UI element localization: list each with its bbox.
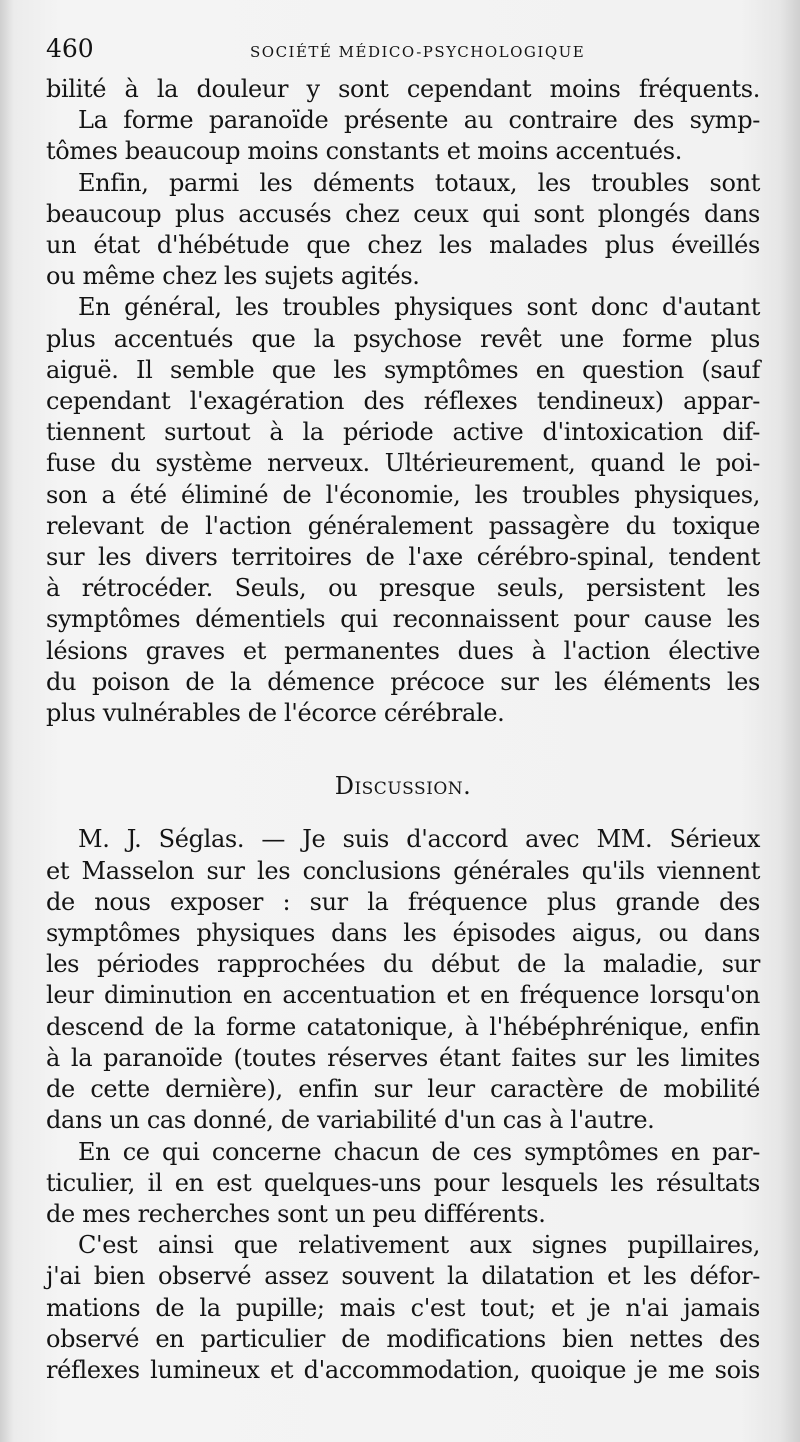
text-line: à la paranoïde (toutes réserves étant faites sur les limites	[46, 1043, 760, 1072]
text-line: beaucoup plus accusés chez ceux qui sont plongés dans	[46, 199, 760, 228]
text-line: La forme paranoïde présente au contraire des symp-	[78, 106, 760, 135]
text-line: les périodes rapprochées du début de la maladie, sur	[46, 950, 760, 979]
text-line: observé en particulier de modifications bien nettes des	[46, 1324, 760, 1353]
page-number: 460	[46, 34, 94, 63]
text-line: bilité à la douleur y sont cependant moins fréquents.	[46, 75, 760, 103]
section-1-text	[46, 74, 760, 729]
text-line: tiennent surtout à la période active d'intoxication dif-	[46, 418, 760, 447]
text-line: dans un cas donné, de variabilité d'un cas à l'autre.	[46, 1106, 655, 1135]
text-line: symptômes physiques dans les épisodes aigus, ou dans	[46, 919, 760, 948]
text-line: son a été éliminé de l'économie, les troubles physiques,	[46, 480, 760, 509]
page-header	[46, 34, 760, 74]
text-line: fuse du système nerveux. Ultérieurement, quand le poi-	[46, 449, 760, 478]
text-line: lésions graves et permanentes dues à l'action élective	[46, 636, 760, 665]
text-line: de nous exposer : sur la fréquence plus grande des	[46, 887, 760, 916]
text-line: ticulier, il en est quelques-uns pour lesquels les résultats	[46, 1168, 760, 1197]
text-line: de mes recherches sont un peu différents.	[46, 1199, 546, 1228]
text-line: un état d'hébétude que chez les malades plus éveillés	[46, 231, 760, 260]
text-line: de cette dernière), enfin sur leur caractère de mobilité	[46, 1075, 760, 1104]
text-line: ou même chez les sujets agités.	[46, 262, 420, 291]
text-line: leur diminution en accentuation et en fréquence lorsqu'on	[46, 981, 760, 1010]
text-line: En ce qui concerne chacun de ces symptômes en par-	[78, 1137, 760, 1166]
running-head: SOCIÉTÉ MÉDICO-PSYCHOLOGIQUE	[250, 43, 586, 61]
discussion-heading: Discussion.	[334, 772, 472, 801]
text-line: du poison de la démence précoce sur les éléments les	[46, 667, 760, 696]
text-line: symptômes démentiels qui reconnaissent pour cause les	[46, 605, 760, 634]
text-line: et Masselon sur les conclusions générales qu'ils viennent	[46, 856, 760, 885]
text-line: cependant l'exagération des réflexes tendineux) appar-	[46, 387, 760, 416]
text-line: descend de la forme catatonique, à l'hébéphrénique, enfin	[46, 1012, 760, 1041]
text-line: tômes beaucoup moins constants et moins accentués.	[46, 137, 682, 166]
text-line: C'est ainsi que relativement aux signes pupillaires,	[78, 1231, 760, 1260]
text-line: j'ai bien observé assez souvent la dilatation et les défor-	[46, 1262, 760, 1291]
text-line: plus vulnérables de l'écorce cérébrale.	[46, 699, 505, 728]
section-2-text	[46, 824, 760, 1386]
text-line: réflexes lumineux et d'accommodation, quoique je me sois	[46, 1355, 760, 1384]
text-line: mations de la pupille; mais c'est tout; et je n'ai jamais	[46, 1293, 760, 1322]
text-line: aiguë. Il semble que les symptômes en question (sauf	[46, 355, 760, 384]
text-line: relevant de l'action généralement passagère du toxique	[46, 511, 760, 540]
text-line: plus accentués que la psychose revêt une forme plus	[46, 324, 760, 353]
text-line: M. J. Séglas. — Je suis d'accord avec MM. Sérieux	[78, 825, 760, 854]
text-line: En général, les troubles physiques sont donc d'autant	[78, 293, 760, 322]
text-line: sur les divers territoires de l'axe cérébro-spinal, tendent	[46, 543, 760, 572]
text-line: à rétrocéder. Seuls, ou presque seuls, persistent les	[46, 574, 760, 603]
text-line: Enfin, parmi les déments totaux, les troubles sont	[78, 168, 760, 197]
